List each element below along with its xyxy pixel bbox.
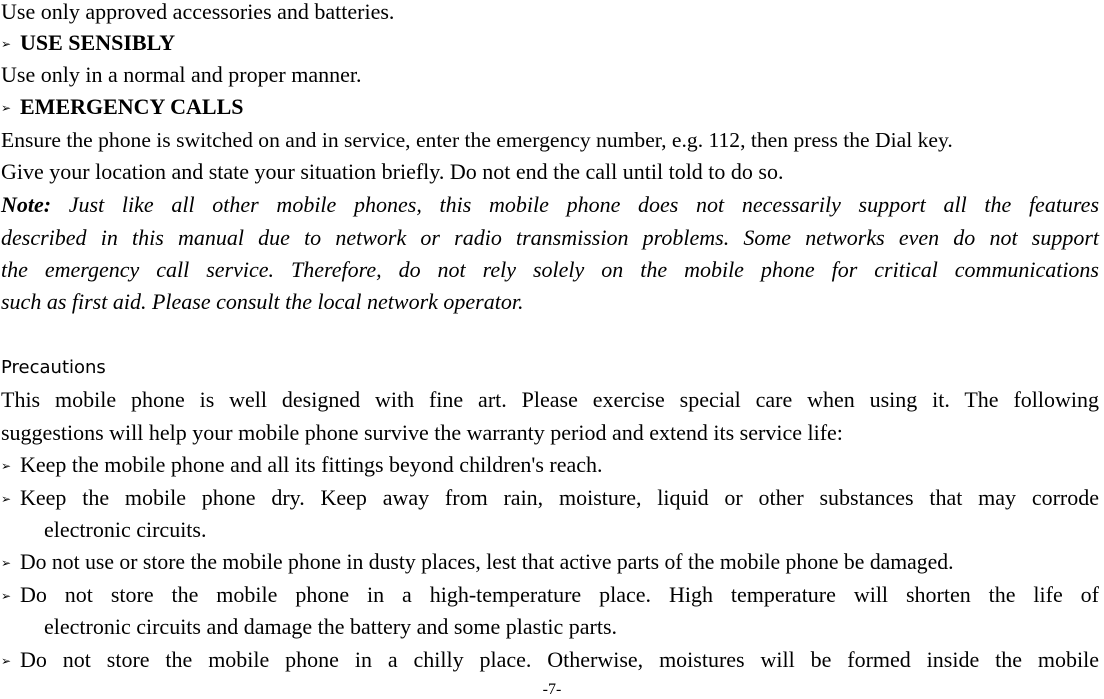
bullet-2-text-line-1: Keep the mobile phone dry. Keep away from rain, moisture, liquid or other substances that may corrode <box>20 485 1099 510</box>
bullet-5-text: Do not store the mobile phone in a chilly place. Otherwise, moistures will be formed inside the mobile <box>20 647 1099 672</box>
precautions-line-2: suggestions will help your mobile phone survive the warranty period and extend its service life: <box>1 420 843 445</box>
note-line-1 <box>1 193 1099 217</box>
note-text-1: Just like all other mobile phones, this mobile phone does not necessarily support all the features <box>68 192 1100 217</box>
arrow-bullet-icon: ➢ <box>1 492 12 506</box>
note-label: Note: <box>1 192 52 217</box>
bullet-3-text: Do not use or store the mobile phone in dusty places, lest that active parts of the mobile phone be damaged. <box>20 550 954 574</box>
bullet-4-text-line-1: Do not store the mobile phone in a high-temperature place. High temperature will shorten the life of <box>20 582 1099 607</box>
page-number: -7- <box>542 681 562 698</box>
precaution-bullet-5 <box>1 648 1099 673</box>
precaution-bullet-2 <box>1 486 1099 511</box>
precaution-bullet-1 <box>1 453 603 478</box>
arrow-bullet-icon: ➢ <box>1 101 12 115</box>
use-sensibly-text: Use only in a normal and proper manner. <box>1 62 362 87</box>
arrow-bullet-icon: ➢ <box>1 37 12 51</box>
arrow-bullet-icon: ➢ <box>1 589 12 603</box>
note-line-2: described in this manual due to network or radio transmission problems. Some networks even do not support <box>1 225 1099 250</box>
use-sensibly-heading-row <box>1 31 175 56</box>
emergency-calls-heading: EMERGENCY CALLS <box>20 94 244 119</box>
arrow-bullet-icon: ➢ <box>1 556 12 570</box>
use-sensibly-heading: USE SENSIBLY <box>20 30 176 55</box>
precaution-bullet-3 <box>1 550 954 575</box>
emergency-text-line-2: Give your location and state your situation briefly. Do not end the call until told to do so. <box>1 159 784 184</box>
arrow-bullet-icon: ➢ <box>1 459 12 473</box>
note-line-4: such as first aid. Please consult the local network operator. <box>1 289 524 314</box>
arrow-bullet-icon: ➢ <box>1 654 12 668</box>
precautions-line-1: This mobile phone is well designed with fine art. Please exercise special care when using it. The following <box>1 387 1099 412</box>
emergency-text-line-1: Ensure the phone is switched on and in service, enter the emergency number, e.g. 112, then press the Dial key. <box>1 128 953 152</box>
bullet-4-text-line-2: electronic circuits and damage the battery and some plastic parts. <box>44 614 617 639</box>
precaution-bullet-4 <box>1 583 1099 608</box>
bullet-1-text: Keep the mobile phone and all its fittings beyond children's reach. <box>20 452 603 477</box>
emergency-heading-row <box>1 95 244 120</box>
note-line-3: the emergency call service. Therefore, do not rely solely on the mobile phone for critical communications <box>1 257 1099 282</box>
precautions-heading: Precautions <box>1 357 106 378</box>
bullet-2-text-line-2: electronic circuits. <box>44 517 207 542</box>
approved-accessories-line: Use only approved accessories and batteries. <box>1 0 395 24</box>
